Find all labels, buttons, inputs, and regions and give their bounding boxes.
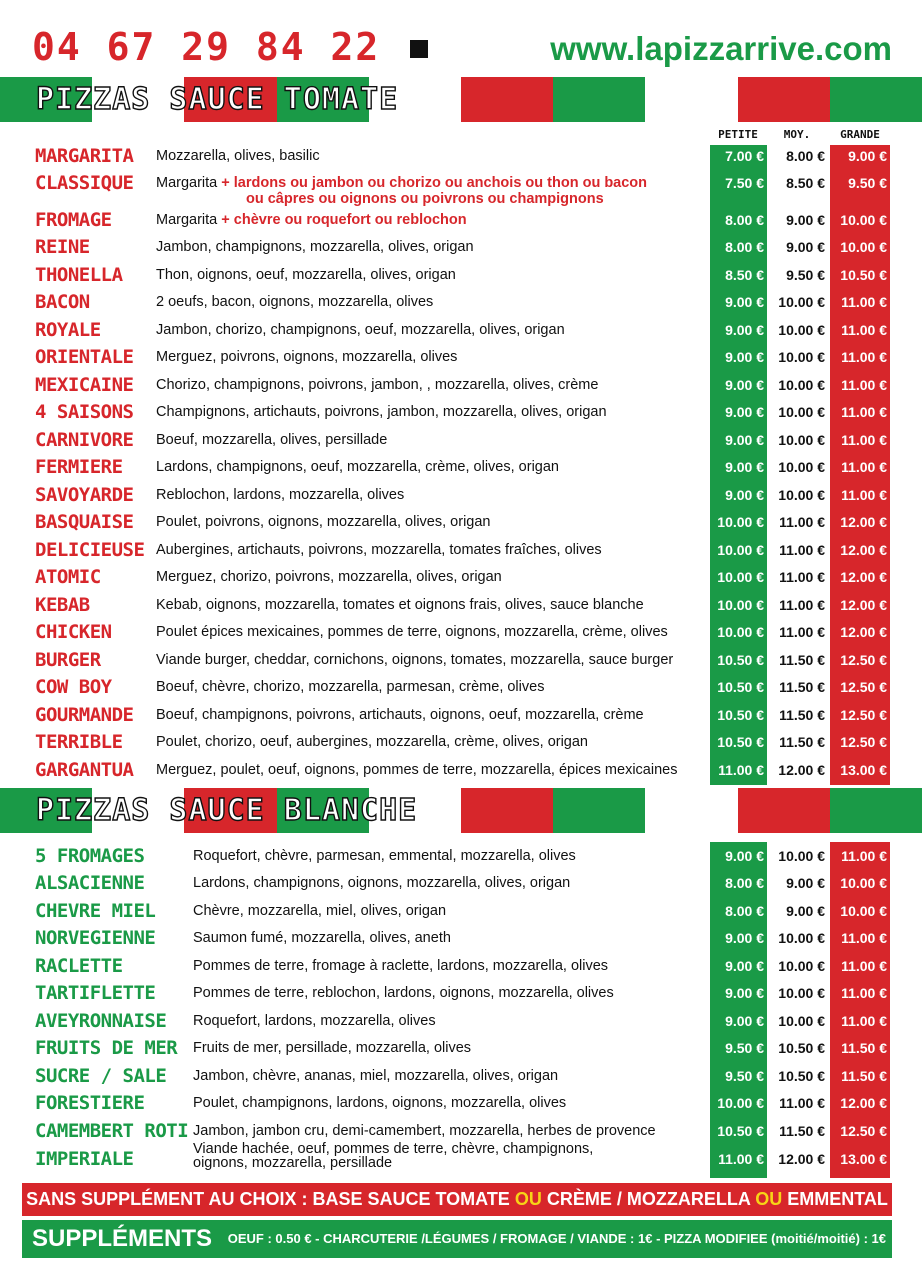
ingredients-text: Jambon, jambon cru, demi-camembert, mozzarella, herbes de provence	[193, 1123, 656, 1139]
price-petite: 11.00 €	[718, 762, 764, 778]
pizza-name: BURGER	[35, 649, 101, 671]
menu-row	[0, 759, 922, 786]
price-moyenne: 10.00 €	[778, 294, 825, 310]
price-moyenne: 9.00 €	[786, 212, 825, 228]
price-moyenne: 10.00 €	[778, 487, 825, 503]
price-petite: 9.00 €	[725, 958, 764, 974]
price-grande: 11.00 €	[841, 322, 887, 338]
menu-row	[0, 1010, 922, 1037]
price-petite: 9.00 €	[725, 487, 764, 503]
pizza-ingredients	[156, 707, 644, 723]
price-grande: 10.00 €	[840, 239, 887, 255]
ingredients-text: Poulet, champignons, lardons, oignons, mozzarella, olives	[193, 1095, 567, 1111]
price-moyenne: 10.00 €	[778, 404, 825, 420]
price-grande: 13.00 €	[840, 762, 887, 778]
ingredients-text: Merguez, chorizo, poivrons, mozzarella, olives, origan	[156, 569, 502, 585]
price-grande: 11.00 €	[841, 1013, 887, 1029]
price-grande: 11.00 €	[841, 848, 887, 864]
menu-row	[0, 401, 922, 428]
pizza-name: FERMIERE	[35, 456, 123, 478]
column-header-moy: MOY.	[783, 128, 811, 141]
pizza-name: BASQUAISE	[35, 511, 134, 533]
price-moyenne: 10.00 €	[778, 930, 825, 946]
price-grande: 12.50 €	[840, 679, 887, 695]
ingredients-text: Poulet, poivrons, oignons, mozzarella, olives, origan	[156, 514, 491, 530]
price-petite: 7.00 €	[725, 148, 764, 164]
pizza-name: RACLETTE	[35, 955, 123, 977]
price-grande: 12.50 €	[840, 1123, 887, 1139]
website-link[interactable]: www.lapizzarrive.com	[550, 30, 892, 67]
price-moyenne: 10.00 €	[778, 848, 825, 864]
ingredients-text: Merguez, poivrons, oignons, mozzarella, olives	[156, 349, 458, 365]
ingredients-text: Viande burger, cheddar, cornichons, oignons, tomates, mozzarella, sauce burger	[156, 652, 674, 668]
price-moyenne: 11.00 €	[779, 514, 825, 530]
price-moyenne: 11.50 €	[779, 652, 825, 668]
pizza-name: TARTIFLETTE	[35, 982, 156, 1004]
price-grande: 11.00 €	[841, 377, 887, 393]
ingredients-options: ou jambon ou chorizo ou anchois ou thon ou bacon	[290, 175, 648, 191]
pizza-ingredients	[193, 1040, 471, 1056]
banner-ou1: OU	[514, 1189, 542, 1209]
menu-row	[0, 1092, 922, 1119]
supplements-title: SUPPLÉMENTS	[32, 1225, 213, 1252]
menu-row	[0, 484, 922, 511]
price-grande: 11.00 €	[841, 958, 887, 974]
menu-row	[0, 346, 922, 373]
ingredients-options-line2: ou câpres ou oignons ou poivrons ou champignons	[246, 191, 604, 207]
price-moyenne: 8.50 €	[786, 175, 825, 191]
price-moyenne: 10.00 €	[778, 377, 825, 393]
menu-row	[0, 209, 922, 236]
ingredients-text: Mozzarella, olives, basilic	[156, 148, 320, 164]
pizza-name: CLASSIQUE	[35, 172, 134, 194]
price-petite: 7.50 €	[725, 175, 764, 191]
price-petite: 9.50 €	[725, 1068, 764, 1084]
menu-row	[0, 511, 922, 538]
pizza-name: COW BOY	[35, 676, 112, 698]
pizza-name: SAVOYARDE	[35, 484, 134, 506]
pizza-ingredients	[193, 985, 614, 1001]
ingredients-text: Saumon fumé, mozzarella, olives, aneth	[193, 930, 451, 946]
ingredients-text: Jambon, champignons, mozzarella, olives, origan	[156, 239, 474, 255]
price-grande: 12.00 €	[840, 624, 887, 640]
price-moyenne: 9.00 €	[786, 875, 825, 891]
price-petite: 8.50 €	[725, 267, 764, 283]
pizza-name: ROYALE	[35, 319, 101, 341]
pizza-ingredients	[193, 1013, 436, 1029]
menu-row	[0, 955, 922, 982]
price-moyenne: 10.00 €	[778, 985, 825, 1001]
price-petite: 8.00 €	[725, 875, 764, 891]
price-petite: 9.00 €	[725, 848, 764, 864]
price-moyenne: 11.00 €	[779, 624, 825, 640]
ingredients-text: Thon, oignons, oeuf, mozzarella, olives, origan	[156, 267, 456, 283]
pizza-name: GOURMANDE	[35, 704, 134, 726]
menu-row	[0, 731, 922, 758]
price-petite: 9.00 €	[725, 294, 764, 310]
pizza-ingredients	[156, 175, 647, 207]
menu-row	[0, 172, 922, 207]
price-petite: 10.00 €	[717, 514, 764, 530]
pizza-name: ALSACIENNE	[35, 872, 145, 894]
menu-row	[0, 927, 922, 954]
price-moyenne: 11.50 €	[779, 707, 825, 723]
pizza-ingredients	[156, 487, 404, 503]
price-petite: 9.50 €	[725, 1040, 764, 1056]
ingredients-text: Poulet, chorizo, oeuf, aubergines, mozzarella, crème, olives, origan	[156, 734, 588, 750]
price-moyenne: 10.50 €	[778, 1040, 825, 1056]
price-grande: 12.00 €	[840, 569, 887, 585]
pizza-name: FORESTIERE	[35, 1092, 145, 1114]
pizza-name: FRUITS DE MER	[35, 1037, 178, 1059]
pizza-ingredients	[156, 762, 677, 778]
price-petite: 9.00 €	[725, 985, 764, 1001]
pizza-ingredients	[156, 514, 490, 530]
ingredients-text: Aubergines, artichauts, poivrons, mozzarella, tomates fraîches, olives	[156, 542, 602, 558]
price-moyenne: 11.00 €	[779, 569, 825, 585]
price-moyenne: 9.00 €	[786, 903, 825, 919]
menu-row	[0, 900, 922, 927]
pizza-ingredients	[193, 930, 451, 946]
price-moyenne: 11.50 €	[779, 734, 825, 750]
pizza-name: IMPERIALE	[35, 1148, 134, 1170]
price-petite: 8.00 €	[725, 239, 764, 255]
pizza-ingredients	[156, 349, 457, 365]
price-moyenne: 12.00 €	[778, 762, 825, 778]
pizza-name: MARGARITA	[35, 145, 134, 167]
pizza-ingredients	[193, 848, 576, 864]
pizza-ingredients	[156, 679, 544, 695]
ingredients-text: Pommes de terre, fromage à raclette, lardons, mozzarella, olives	[193, 958, 609, 974]
menu-row	[0, 145, 922, 172]
tomate-section-title: PIZZAS SAUCE TOMATE	[36, 82, 399, 117]
ingredients-text: Jambon, chorizo, champignons, oeuf, mozzarella, olives, origan	[156, 322, 565, 338]
pizza-ingredients	[193, 1068, 558, 1084]
ingredients-text: Roquefort, chèvre, parmesan, emmental, mozzarella, olives	[193, 848, 576, 864]
column-header-grande: GRANDE	[840, 128, 880, 141]
price-petite: 8.00 €	[725, 903, 764, 919]
menu-row	[0, 264, 922, 291]
ingredients-text: Reblochon, lardons, mozzarella, olives	[156, 487, 405, 503]
price-moyenne: 11.00 €	[779, 597, 825, 613]
price-petite: 10.50 €	[717, 1123, 764, 1139]
price-moyenne: 11.50 €	[779, 1123, 825, 1139]
price-grande: 12.50 €	[840, 734, 887, 750]
pizza-name: CHEVRE MIEL	[35, 900, 156, 922]
pizza-ingredients	[156, 148, 320, 164]
pizza-name: 4 SAISONS	[35, 401, 134, 423]
price-petite: 9.00 €	[725, 322, 764, 338]
ingredients-text: Viande hachée, oeuf, pommes de terre, chèvre, champignons,	[193, 1141, 594, 1157]
pizza-ingredients	[156, 459, 559, 475]
pizza-ingredients	[156, 212, 467, 228]
pizza-ingredients	[193, 903, 446, 919]
ingredients-text: Lardons, champignons, oeuf, mozzarella, crème, olives, origan	[156, 459, 559, 475]
blanche-section-title: PIZZAS SAUCE BLANCHE	[36, 793, 418, 828]
pizza-name: ORIENTALE	[35, 346, 134, 368]
price-petite: 10.50 €	[717, 707, 764, 723]
price-grande: 10.00 €	[840, 875, 887, 891]
price-petite: 10.50 €	[717, 734, 764, 750]
supplements-text: OEUF : 0.50 € - CHARCUTERIE /LÉGUMES / FROMAGE / VIANDE : 1€ - PIZZA MODIFIEE (moitié/moitié) : 1€	[227, 1231, 886, 1246]
price-petite: 10.00 €	[717, 1095, 764, 1111]
menu-row	[0, 982, 922, 1009]
ingredients-text: Kebab, oignons, mozzarella, tomates et oignons frais, olives, sauce blanche	[156, 597, 644, 613]
pizza-ingredients	[156, 239, 474, 255]
menu-row	[0, 566, 922, 593]
price-petite: 9.00 €	[725, 930, 764, 946]
price-petite: 10.00 €	[717, 624, 764, 640]
base-choice-banner	[22, 1183, 892, 1216]
supplements-bar	[22, 1220, 892, 1258]
menu-row	[0, 374, 922, 401]
price-grande: 12.00 €	[840, 542, 887, 558]
pizza-name: DELICIEUSE	[35, 539, 145, 561]
price-moyenne: 10.00 €	[778, 349, 825, 365]
pizza-name: SUCRE / SALE	[35, 1065, 167, 1087]
menu-row	[0, 456, 922, 483]
pizza-name: AVEYRONNAISE	[35, 1010, 167, 1032]
price-grande: 9.00 €	[848, 148, 887, 164]
price-grande: 12.00 €	[840, 1095, 887, 1111]
pizza-ingredients	[193, 1123, 656, 1139]
pizza-ingredients	[156, 734, 588, 750]
price-moyenne: 9.50 €	[786, 267, 825, 283]
column-header-petite: PETITE	[718, 128, 758, 141]
pizza-ingredients	[193, 875, 570, 891]
price-petite: 10.00 €	[717, 569, 764, 585]
pizza-ingredients	[156, 432, 387, 448]
ingredients-options: ou roquefort ou reblochon	[284, 212, 467, 228]
menu-row	[0, 845, 922, 872]
price-grande: 13.00 €	[840, 1151, 887, 1167]
price-grande: 11.00 €	[841, 459, 887, 475]
pizza-name: GARGANTUA	[35, 759, 134, 781]
ingredients-text: Chèvre, mozzarella, miel, olives, origan	[193, 903, 447, 919]
menu-row	[0, 704, 922, 731]
pizza-name: CAMEMBERT ROTI	[35, 1120, 189, 1142]
menu-row	[0, 319, 922, 346]
ingredients-text: Boeuf, chèvre, chorizo, mozzarella, parmesan, crème, olives	[156, 679, 545, 695]
price-grande: 12.50 €	[840, 707, 887, 723]
price-petite: 10.00 €	[717, 542, 764, 558]
menu-row	[0, 1037, 922, 1064]
price-grande: 11.00 €	[841, 432, 887, 448]
menu-row	[0, 621, 922, 648]
price-grande: 12.00 €	[840, 514, 887, 530]
menu-row	[0, 649, 922, 676]
ingredients-text: Chorizo, champignons, poivrons, jambon, , mozzarella, olives, crème	[156, 377, 599, 393]
price-grande: 10.00 €	[840, 212, 887, 228]
pizza-name: FROMAGE	[35, 209, 112, 231]
pizza-name: TERRIBLE	[35, 731, 123, 753]
price-grande: 10.50 €	[840, 267, 887, 283]
price-grande: 11.50 €	[841, 1040, 887, 1056]
menu-row	[0, 594, 922, 621]
price-grande: 11.00 €	[841, 985, 887, 1001]
pizza-name: BACON	[35, 291, 90, 313]
pizza-ingredients	[156, 294, 433, 310]
price-moyenne: 10.00 €	[778, 1013, 825, 1029]
ingredients-text: Boeuf, mozzarella, olives, persillade	[156, 432, 388, 448]
pizza-ingredients	[156, 322, 565, 338]
price-grande: 9.50 €	[848, 175, 887, 191]
pizza-name: CARNIVORE	[35, 429, 134, 451]
price-moyenne: 10.00 €	[778, 432, 825, 448]
menu-row	[0, 539, 922, 566]
pizza-ingredients	[193, 1142, 593, 1170]
pizza-ingredients	[156, 377, 598, 393]
pizza-name: REINE	[35, 236, 90, 258]
ingredients-text: 2 oeufs, bacon, oignons, mozzarella, olives	[156, 294, 434, 310]
ingredients-highlight: + lardons	[221, 175, 287, 191]
ingredients-text: Jambon, chèvre, ananas, miel, mozzarella, olives, origan	[193, 1068, 559, 1084]
price-petite: 10.50 €	[717, 679, 764, 695]
price-moyenne: 9.00 €	[786, 239, 825, 255]
price-moyenne: 11.50 €	[779, 679, 825, 695]
price-grande: 12.00 €	[840, 597, 887, 613]
price-moyenne: 10.50 €	[778, 1068, 825, 1084]
menu-row	[0, 429, 922, 456]
price-grande: 10.00 €	[840, 903, 887, 919]
price-moyenne: 10.00 €	[778, 459, 825, 475]
pizza-name: MEXICAINE	[35, 374, 134, 396]
pizza-ingredients	[156, 542, 602, 558]
price-moyenne: 8.00 €	[786, 148, 825, 164]
pizza-ingredients	[156, 624, 668, 640]
price-petite: 9.00 €	[725, 404, 764, 420]
price-grande: 11.00 €	[841, 404, 887, 420]
banner-part2: CRÈME / MOZZARELLA	[546, 1189, 751, 1209]
ingredients-text: Fruits de mer, persillade, mozzarella, olives	[193, 1040, 472, 1056]
pizza-name: ATOMIC	[35, 566, 101, 588]
price-moyenne: 12.00 €	[778, 1151, 825, 1167]
price-petite: 10.50 €	[717, 652, 764, 668]
pizza-name: THONELLA	[35, 264, 123, 286]
pizza-ingredients	[193, 1095, 566, 1111]
pizza-ingredients	[193, 958, 608, 974]
ingredients-text: Roquefort, lardons, mozzarella, olives	[193, 1013, 436, 1029]
ingredients-text: Poulet épices mexicaines, pommes de terre, oignons, mozzarella, crème, olives	[156, 624, 668, 640]
ingredients-base: Margarita	[156, 175, 218, 191]
pizza-ingredients	[156, 267, 456, 283]
ingredients-text: Champignons, artichauts, poivrons, jambon, mozzarella, olives, origan	[156, 404, 607, 420]
price-petite: 9.00 €	[725, 459, 764, 475]
square-icon	[410, 40, 428, 58]
price-grande: 11.00 €	[841, 930, 887, 946]
banner-ou2: OU	[755, 1189, 783, 1209]
price-petite: 11.00 €	[718, 1151, 764, 1167]
pizza-name: CHICKEN	[35, 621, 112, 643]
ingredients-text: Lardons, champignons, oignons, mozzarella, olives, origan	[193, 875, 571, 891]
phone-number: 04 67 29 84 22	[32, 25, 381, 69]
price-petite: 8.00 €	[725, 212, 764, 228]
menu-row	[0, 1065, 922, 1092]
pizza-name: KEBAB	[35, 594, 90, 616]
ingredients-highlight: + chèvre	[221, 212, 281, 228]
menu-row	[0, 1141, 922, 1175]
ingredients-text-line2: oignons, mozzarella, persillade	[193, 1155, 393, 1171]
price-moyenne: 11.00 €	[779, 542, 825, 558]
pizza-ingredients	[156, 652, 673, 668]
price-grande: 12.50 €	[840, 652, 887, 668]
ingredients-text: Boeuf, champignons, poivrons, artichauts, oignons, oeuf, mozzarella, crème	[156, 707, 644, 723]
pizza-name: NORVEGIENNE	[35, 927, 156, 949]
price-petite: 9.00 €	[725, 349, 764, 365]
price-petite: 9.00 €	[725, 432, 764, 448]
price-moyenne: 10.00 €	[778, 322, 825, 338]
price-grande: 11.50 €	[841, 1068, 887, 1084]
ingredients-text: Merguez, poulet, oeuf, oignons, pommes de terre, mozzarella, épices mexicaines	[156, 762, 678, 778]
price-moyenne: 11.00 €	[779, 1095, 825, 1111]
price-moyenne: 10.00 €	[778, 958, 825, 974]
pizza-ingredients	[156, 404, 607, 420]
price-grande: 11.00 €	[841, 294, 887, 310]
price-petite: 9.00 €	[725, 1013, 764, 1029]
pizza-ingredients	[156, 569, 502, 585]
menu-row	[0, 872, 922, 899]
ingredients-text: Pommes de terre, reblochon, lardons, oignons, mozzarella, olives	[193, 985, 614, 1001]
banner-part3: EMMENTAL	[787, 1189, 888, 1209]
menu-row	[0, 291, 922, 318]
price-grande: 11.00 €	[841, 349, 887, 365]
menu-row	[0, 236, 922, 263]
pizza-name: 5 FROMAGES	[35, 845, 145, 867]
menu-row	[0, 676, 922, 703]
price-petite: 9.00 €	[725, 377, 764, 393]
price-petite: 10.00 €	[717, 597, 764, 613]
pizza-ingredients	[156, 597, 644, 613]
banner-part1: SANS SUPPLÉMENT AU CHOIX : BASE SAUCE TOMATE	[26, 1189, 510, 1209]
ingredients-base: Margarita	[156, 212, 218, 228]
price-grande: 11.00 €	[841, 487, 887, 503]
